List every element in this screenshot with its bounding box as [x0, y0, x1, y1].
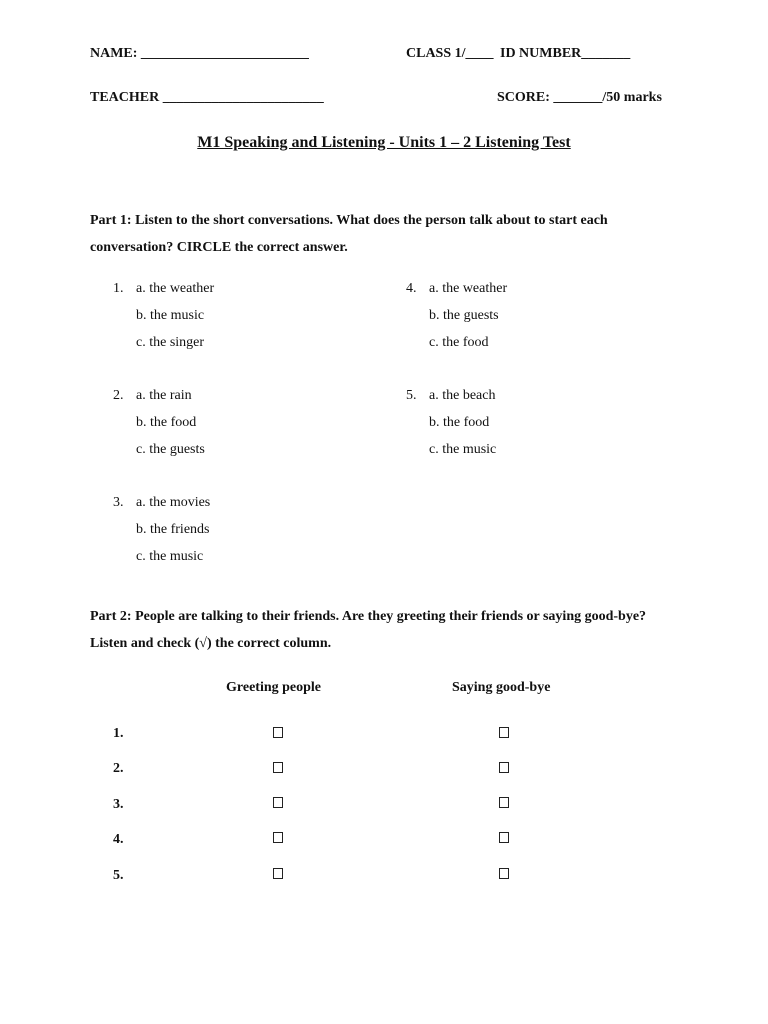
- row-number-5: 5.: [113, 868, 124, 883]
- option-a: a. the movies: [136, 495, 211, 510]
- option-b: b. the food: [429, 415, 490, 430]
- id-number-field-label: ID NUMBER_______: [500, 46, 631, 61]
- option-c: c. the singer: [136, 335, 205, 350]
- option-a: a. the rain: [136, 388, 192, 403]
- column-header-goodbye: Saying good-bye: [452, 680, 551, 695]
- option-c: c. the music: [429, 442, 497, 457]
- name-field-label: NAME: ________________________: [90, 46, 309, 61]
- part2-instructions: Part 2: People are talking to their friends. Are they greeting their friends or saying good-bye? Listen and check (√) the correct column.: [90, 609, 647, 651]
- teacher-field-label: TEACHER _______________________: [90, 90, 324, 105]
- option-c: c. the music: [136, 549, 204, 564]
- goodbye-checkbox-2[interactable]: [499, 762, 509, 773]
- question-number: 5.: [406, 388, 417, 403]
- row-number-4: 4.: [113, 832, 124, 847]
- question-number: 1.: [113, 281, 124, 296]
- goodbye-checkbox-4[interactable]: [499, 832, 509, 843]
- goodbye-checkbox-3[interactable]: [499, 797, 509, 808]
- goodbye-checkbox-1[interactable]: [499, 727, 509, 738]
- option-b: b. the guests: [429, 308, 499, 323]
- option-b: b. the friends: [136, 522, 210, 537]
- greeting-checkbox-3[interactable]: [273, 797, 283, 808]
- option-b: b. the food: [136, 415, 197, 430]
- option-a: a. the beach: [429, 388, 496, 403]
- question-number: 3.: [113, 495, 124, 510]
- goodbye-checkbox-5[interactable]: [499, 868, 509, 879]
- option-c: c. the food: [429, 335, 489, 350]
- greeting-checkbox-1[interactable]: [273, 727, 283, 738]
- class-field-label: CLASS 1/____: [406, 46, 494, 61]
- part1-instructions: Part 1: Listen to the short conversations. What does the person talk about to start each conversation? CIRCLE the correct answer.: [90, 213, 608, 255]
- page-title: M1 Speaking and Listening - Units 1 – 2 Listening Test: [197, 134, 571, 151]
- score-field-label: SCORE: _______/50 marks: [497, 90, 662, 105]
- row-number-2: 2.: [113, 761, 124, 776]
- greeting-checkbox-2[interactable]: [273, 762, 283, 773]
- row-number-1: 1.: [113, 726, 124, 741]
- question-number: 4.: [406, 281, 417, 296]
- question-number: 2.: [113, 388, 124, 403]
- option-c: c. the guests: [136, 442, 205, 457]
- option-a: a. the weather: [429, 281, 508, 296]
- greeting-checkbox-5[interactable]: [273, 868, 283, 879]
- option-b: b. the music: [136, 308, 205, 323]
- greeting-checkbox-4[interactable]: [273, 832, 283, 843]
- row-number-3: 3.: [113, 797, 124, 812]
- column-header-greeting: Greeting people: [226, 680, 322, 695]
- option-a: a. the weather: [136, 281, 215, 296]
